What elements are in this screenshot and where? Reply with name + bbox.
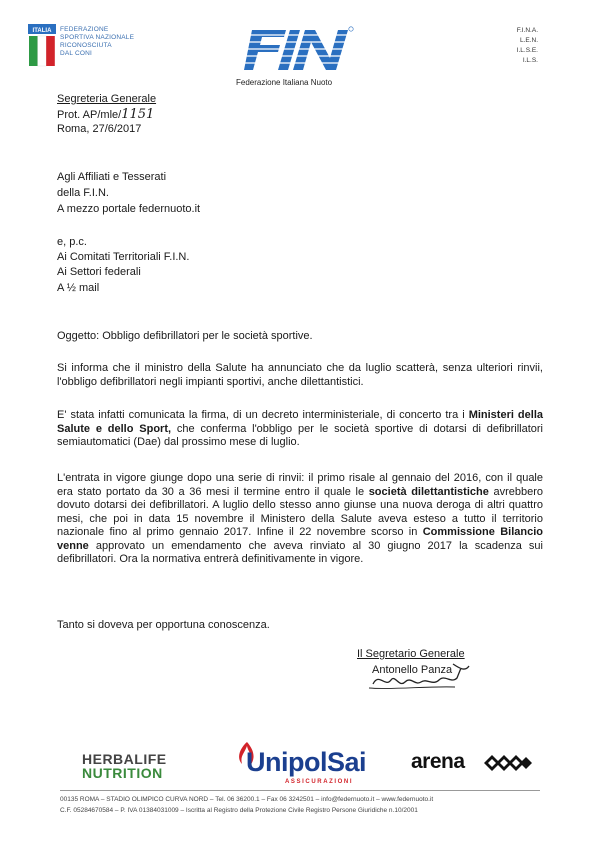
protocol-handwritten: 1151 (121, 107, 155, 122)
affiliations-list (508, 26, 538, 66)
recipient-line: della F.I.N. (57, 187, 109, 199)
p3-bold: Commissione Bilancio venne (57, 526, 543, 552)
cc-line: Ai Comitati Territoriali F.I.N. (57, 251, 190, 263)
signatory-name: Antonello Panza (372, 664, 453, 676)
cc-line: e, p.c. (57, 236, 87, 248)
p3-text: approvato un emendamento che aveva rinviato al 30 giugno 2017 la scadenza sui defibrillatori. Ora la normativa entrerà definitivamente in vigore. (57, 539, 543, 565)
paragraph-1 (57, 362, 543, 389)
coni-italia-label: ITALIA (32, 27, 52, 34)
recipient-line: Agli Affiliati e Tesserati (57, 171, 167, 183)
fin-tagline: Federazione Italiana Nuoto (236, 78, 333, 87)
paragraph-2 (57, 409, 543, 450)
recipient-line: A mezzo portale federnuoto.it (57, 203, 201, 215)
coni-line: SPORTIVA NAZIONALE (60, 34, 135, 41)
paragraph-1-text: Si informa che il ministro della Salute ha annunciato che da luglio scatterà, senza ulteriori rinvii, l'obbligo defibrillatori negli impianti sportivi, anche dilettantistici. (57, 362, 543, 388)
fin-logo (244, 26, 354, 74)
affiliation-item: L.E.N. (519, 37, 538, 44)
coni-line: DAL CONI (60, 50, 93, 57)
protocol-prefix: Prot. AP/mle/ (57, 109, 122, 121)
cc-line: A ½ mail (57, 282, 100, 294)
paragraph-3 (57, 472, 543, 567)
p2-text: che conferma l'obbligo per le società sportive di dotarsi di defibrillatori semiautomatici (Dae) dal prossimo mese di luglio. (57, 422, 543, 448)
unipol-subline: ASSICURAZIONI (285, 779, 354, 785)
affiliation-item: I.L.S.E. (516, 47, 538, 54)
affiliation-item: F.I.N.A. (516, 27, 538, 34)
herbalife-logo (82, 752, 167, 780)
subject-line (57, 330, 543, 344)
arena-diamond-logo (484, 752, 534, 774)
p3-bold: società dilettantistiche (368, 485, 489, 498)
subject-text: Oggetto: Obbligo defibrillatori per le società sportive. (57, 330, 313, 342)
affiliation-item: I.L.S. (522, 57, 538, 64)
footer-address: 00135 ROMA – STADIO OLIMPICO CURVA NORD – Tel. 06 36200.1 – Fax 06 3242501 – info@federnuoto.it – www.federnuoto.it (60, 796, 434, 803)
place-date: Roma, 27/6/2017 (57, 123, 142, 135)
footer-registration: C.F. 05284670584 – P. IVA 01384031009 – Iscritta al Registro della Protezione Civile Registro Persone Giuridiche n.10/2001 (60, 807, 418, 814)
unipol-wordmark: UnipolSai (246, 747, 367, 777)
coni-shield-logo (28, 24, 56, 72)
closing (57, 619, 543, 633)
p3-text: avrebbero dovuto dotarsi dei defibrillatori. A luglio dello stesso anno giunse una nuova deroga di altri quattro mesi, che poi in data 15 novembre il Ministero della Salute aveva esteso a tutto il territorio nazionale fino al primo gennaio 2017. Infine il 22 novembre scorso in (57, 485, 543, 538)
handwritten-signature (365, 658, 475, 694)
coni-line: RICONOSCIUTA (60, 42, 112, 49)
coni-line: FEDERAZIONE (60, 26, 109, 33)
p2-bold: Ministeri della Salute e dello Sport, (57, 409, 543, 435)
footer-divider (60, 790, 540, 791)
cc-line: Ai Settori federali (57, 266, 141, 278)
closing-text: Tanto si doveva per opportuna conoscenza. (57, 619, 270, 631)
herbalife-wordmark: HERBALIFE (82, 751, 167, 767)
coni-recognition-text (60, 26, 134, 58)
arena-wordmark: arena (411, 750, 465, 773)
p2-text: E' stata infatti comunicata la firma, di un decreto interministeriale, di concerto tra i (57, 409, 469, 421)
signatory-role: Il Segretario Generale (357, 648, 465, 660)
protocol-number (57, 108, 154, 122)
office-name: Segreteria Generale (57, 93, 157, 105)
herbalife-subline: NUTRITION (82, 765, 163, 781)
p3-text: L'entrata in vigore giunge dopo una serie di rinvii: il primo risale al gennaio del 2016, con il quale era stato portato da 30 a 36 mesi il termine entro il quale le (57, 472, 543, 498)
